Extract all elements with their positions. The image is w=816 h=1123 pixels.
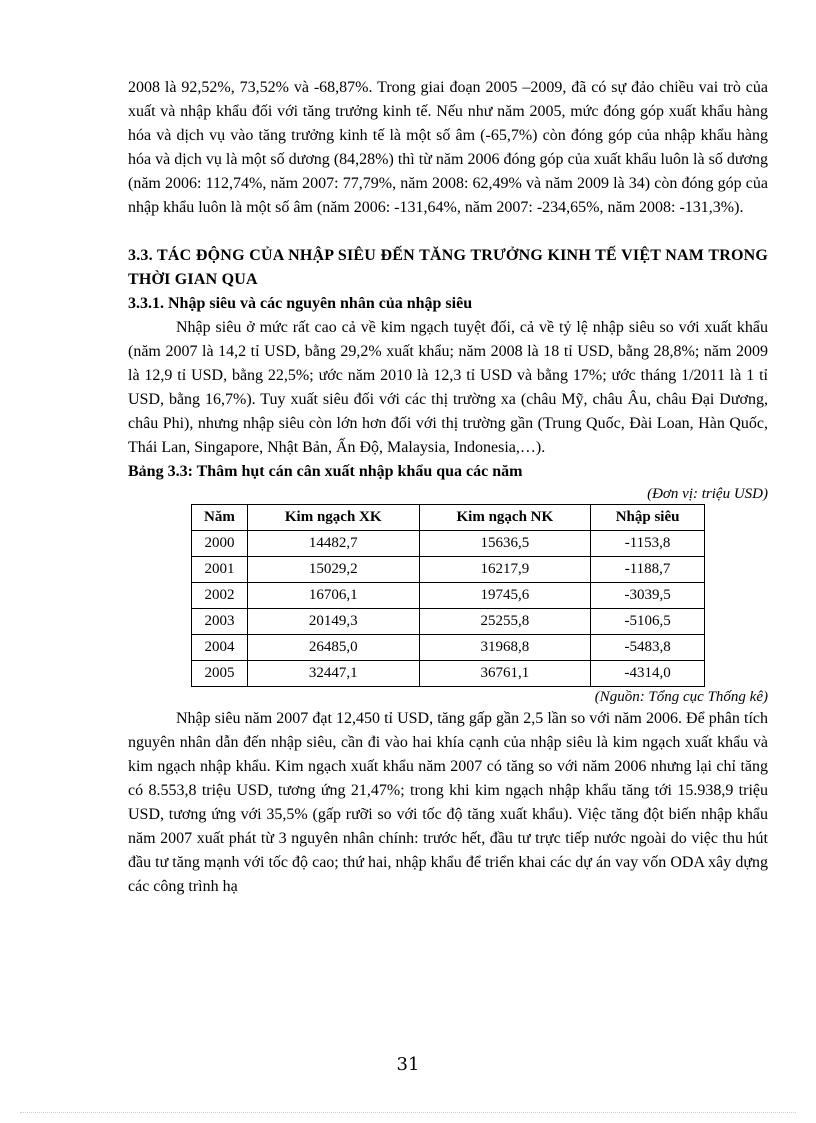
body-paragraph-2: Nhập siêu năm 2007 đạt 12,450 tỉ USD, tăng gấp gần 2,5 lần so với năm 2006. Để phân tích nguyên nhân dẫn đến nhập siêu, cần đi vào hai khía cạnh của nhập siêu là kim ngạch xuất khẩu và kim ngạch nhập khẩu. Kim ngạch xuất khẩu năm 2007 có tăng so với năm 2006 nhưng lại chỉ tăng có 8.553,8 triệu USD, tương ứng 21,47%; trong khi kim ngạch nhập khẩu tăng tới 15.938,9 triệu USD, tương ứng với 35,5% (gấp rưỡi so với tốc độ tăng xuất khẩu). Việc tăng đột biến nhập khẩu năm 2007 xuất phát từ 3 nguyên nhân chính: trước hết, đầu tư trực tiếp nước ngoài do việc thu hút đầu tư tăng mạnh với tốc độ cao; thứ hai, nhập khẩu để triển khai các dự án vay vốn ODA xây dựng các công trình hạ [128,710,768,895]
cell-year: 2000 [192,531,248,557]
table-row [192,583,705,609]
cell-export: 26485,0 [247,635,419,661]
header-year: Năm [192,505,248,531]
cell-import: 15636,5 [419,531,591,557]
cell-year: 2001 [192,557,248,583]
cell-deficit: -1188,7 [591,557,705,583]
cell-export: 15029,2 [247,557,419,583]
table-unit: (Đơn vị: triệu USD) [647,486,768,502]
cell-year: 2003 [192,609,248,635]
table-source: (Nguồn: Tổng cục Thống kê) [594,689,768,705]
header-import: Kim ngạch NK [419,505,591,531]
header-deficit: Nhập siêu [591,505,705,531]
cell-export: 16706,1 [247,583,419,609]
intro-paragraph: 2008 là 92,52%, 73,52% và -68,87%. Trong giai đoạn 2005 –2009, đã có sự đảo chiều vai trò của xuất và nhập khẩu đối với tăng trưởng kinh tế. Nếu như năm 2005, mức đóng góp xuất khẩu hàng hóa và dịch vụ vào tăng trưởng kinh tế là một số âm (-65,7%) còn đóng góp của nhập khẩu hàng hóa và dịch vụ là một số dương (84,28%) thì từ năm 2006 đóng góp của xuất khẩu luôn là số dương (năm 2006: 112,74%, năm 2007: 77,79%, năm 2008: 62,49% và năm 2009 là 34) còn đóng góp của nhập khẩu luôn là một số âm (năm 2006: -131,64%, năm 2007: -234,65%, năm 2008: -131,3%). [128,79,768,216]
cell-deficit: -3039,5 [591,583,705,609]
cell-year: 2002 [192,583,248,609]
cell-export: 14482,7 [247,531,419,557]
table-caption: Bảng 3.3: Thâm hụt cán cân xuất nhập khẩu qua các năm [128,463,523,480]
body-paragraph-1: Nhập siêu ở mức rất cao cả về kim ngạch tuyệt đối, cả về tỷ lệ nhập siêu so với xuất khẩu (năm 2007 là 14,2 tỉ USD, bằng 29,2% xuất khẩu; năm 2008 là 18 tỉ USD, bằng 28,8%; năm 2009 là 12,9 tỉ USD, bằng 22,5%; ước năm 2010 là 12,3 tỉ USD và bằng 17%; ước tháng 1/2011 là 1 tỉ USD, bằng 16,7%). Tuy xuất siêu đối với các thị trường xa (châu Mỹ, châu Âu, châu Đại Dương, châu Phi), nhưng nhập siêu còn lớn hơn đối với thị trường gần (Trung Quốc, Đài Loan, Hàn Quốc, Thái Lan, Singapore, Nhật Bản, Ấn Độ, Malaysia, Indonesia,…). [128,319,768,456]
table-row [192,609,705,635]
table-header-row [192,505,705,531]
cell-export: 32447,1 [247,661,419,687]
table-row [192,531,705,557]
page-bottom-divider [20,1112,796,1113]
cell-deficit: -1153,8 [591,531,705,557]
table-row [192,635,705,661]
section-heading: 3.3. TÁC ĐỘNG CỦA NHẬP SIÊU ĐẾN TĂNG TRƯỞNG KINH TẾ VIỆT NAM TRONG THỜI GIAN QUA [128,247,768,288]
subsection-heading: 3.3.1. Nhập siêu và các nguyên nhân của nhập siêu [128,295,473,312]
cell-deficit: -5106,5 [591,609,705,635]
page-content [128,76,768,899]
cell-deficit: -5483,8 [591,635,705,661]
header-export: Kim ngạch XK [247,505,419,531]
cell-deficit: -4314,0 [591,661,705,687]
trade-deficit-table [191,504,705,687]
page-number: 31 [396,1054,420,1075]
cell-export: 20149,3 [247,609,419,635]
cell-import: 31968,8 [419,635,591,661]
cell-year: 2005 [192,661,248,687]
table-row [192,661,705,687]
cell-import: 19745,6 [419,583,591,609]
table-row [192,557,705,583]
cell-import: 36761,1 [419,661,591,687]
cell-import: 16217,9 [419,557,591,583]
cell-year: 2004 [192,635,248,661]
cell-import: 25255,8 [419,609,591,635]
